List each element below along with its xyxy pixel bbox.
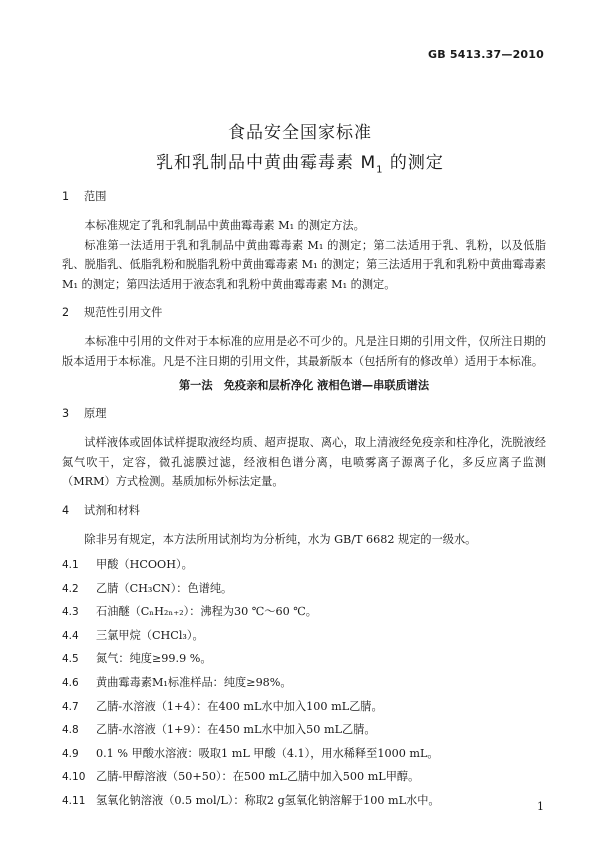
item-number: 4.8 xyxy=(62,724,79,737)
item-text: 0.1 % 甲酸水溶液：吸取1 mL 甲酸（4.1），用水稀释至1000 mL。 xyxy=(96,746,439,760)
item-number: 4.6 xyxy=(62,676,79,689)
list-item xyxy=(62,647,546,671)
item-text: 乙腈-水溶液（1+4）：在400 mL水中加入100 mL乙腈。 xyxy=(96,699,383,713)
item-number: 4.3 xyxy=(62,606,79,619)
list-item xyxy=(62,577,546,601)
item-number: 4.11 xyxy=(62,794,86,807)
references-paragraph: 本标准中引用的文件对于本标准的应用是必不可少的。凡是注日期的引用文件，仅所注日期的版本适用于本标准。凡是不注日期的引用文件，其最新版本（包括所有的修改单）适用于本标准。 xyxy=(62,335,546,368)
item-number: 4.10 xyxy=(62,771,86,784)
section-number: 3 xyxy=(62,407,70,420)
document-title: 食品安全国家标准 xyxy=(228,123,372,143)
list-item xyxy=(62,624,546,648)
subtitle-text-pre: 乳和乳制品中黄曲霉毒素 M xyxy=(156,153,377,173)
item-text: 三氯甲烷（CHCl₃）。 xyxy=(96,628,204,642)
item-number: 4.1 xyxy=(62,559,79,571)
item-text: 氢氧化钠溶液（0.5 mol/L）：称取2 g氢氧化钠溶解于100 mL水中。 xyxy=(96,793,440,807)
list-item xyxy=(62,789,546,813)
section-heading-references xyxy=(62,302,546,324)
list-item xyxy=(62,718,546,742)
section-number: 2 xyxy=(62,306,70,319)
principle-paragraph: 试样液体或固体试样提取液经均质、超声提取、离心，取上清液经免疫亲和柱净化，洗脱液经氮气吹干，定容，微孔滤膜过滤，经液相色谱分离，电喷雾离子源离子化，多反应离子监测（MRM）方式检测。基质加标外标法定量。 xyxy=(62,436,546,488)
section-title: 规范性引用文件 xyxy=(84,306,163,319)
item-number: 4.7 xyxy=(62,700,79,713)
scope-paragraph-2: 标准第一法适用于乳和乳制品中黄曲霉毒素 M₁ 的测定；第二法适用于乳、乳粉，以及低脂乳、脱脂乳、低脂乳粉和脱脂乳粉中黄曲霉毒素 M₁ 的测定；第三法适用于乳和乳粉中黄曲霉毒素 M₁ 的测定；第四法适用于液态乳和乳粉中黄曲霉毒素 M₁ 的测定。 xyxy=(62,238,546,291)
item-text: 黄曲霉毒素M₁标准样品：纯度≥98%。 xyxy=(96,675,292,689)
document-subtitle xyxy=(0,148,600,175)
section-number: 4 xyxy=(62,503,70,517)
section-heading-reagents xyxy=(62,500,546,522)
item-text: 氮气：纯度≥99.9 %。 xyxy=(96,652,212,666)
scope-paragraph-1: 本标准规定了乳和乳制品中黄曲霉毒素 M₁ 的测定方法。 xyxy=(84,219,365,232)
item-text: 甲酸（HCOOH）。 xyxy=(96,558,193,571)
item-number: 4.4 xyxy=(62,629,79,642)
list-item xyxy=(62,553,546,577)
reagents-intro: 除非另有规定，本方法所用试剂均为分析纯，水为 GB/T 6682 规定的一级水。 xyxy=(84,532,477,546)
list-item xyxy=(62,695,546,719)
page-number: 1 xyxy=(537,800,544,813)
list-item xyxy=(62,765,546,789)
item-number: 4.5 xyxy=(62,653,79,666)
subtitle-subscript: 1 xyxy=(376,164,384,176)
item-text: 石油醚（CₙH₂ₙ₊₂）：沸程为30 ℃～60 ℃。 xyxy=(96,605,317,619)
item-number: 4.2 xyxy=(62,582,79,595)
item-number: 4.9 xyxy=(62,747,79,760)
subtitle-text-post: 的测定 xyxy=(383,153,444,173)
section-title: 范围 xyxy=(84,190,107,203)
method-heading: 第一法 免疫亲和层析净化 液相色谱—串联质谱法 xyxy=(178,379,430,392)
list-item xyxy=(62,600,546,624)
list-item xyxy=(62,742,546,766)
section-title: 原理 xyxy=(84,407,107,420)
section-number: 1 xyxy=(62,190,70,203)
item-text: 乙腈（CH₃CN）：色谱纯。 xyxy=(96,581,233,595)
document-body xyxy=(62,186,546,813)
section-heading-principle xyxy=(62,403,546,425)
standard-code: GB 5413.37—2010 xyxy=(428,48,544,61)
list-item xyxy=(62,671,546,695)
item-text: 乙腈-甲醇溶液（50+50）：在500 mL乙腈中加入500 mL甲醇。 xyxy=(96,770,420,784)
section-heading-scope xyxy=(62,186,546,208)
item-text: 乙腈-水溶液（1+9）：在450 mL水中加入50 mL乙腈。 xyxy=(96,723,376,737)
section-title: 试剂和材料 xyxy=(84,503,140,517)
